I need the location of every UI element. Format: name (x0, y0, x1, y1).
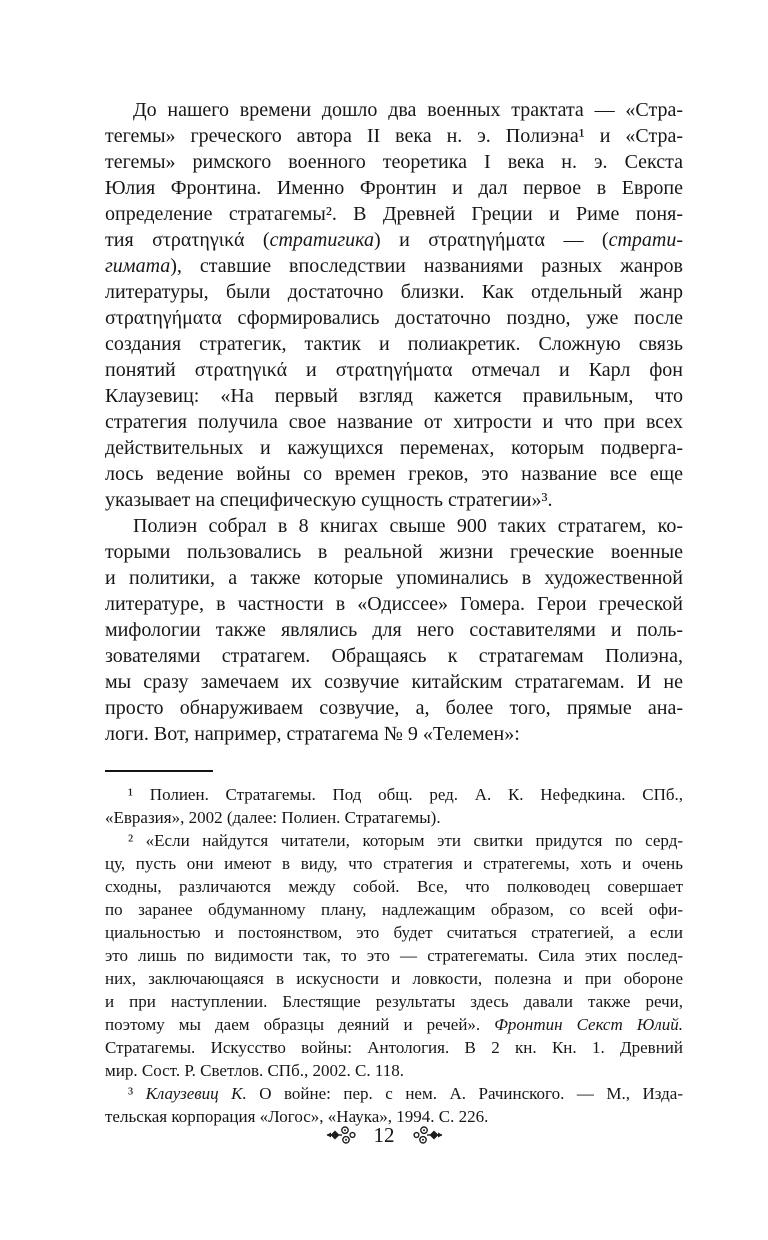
text-segment: литературы, были достаточно близки. Как отдельный жанр (105, 281, 683, 303)
text-line (105, 305, 683, 331)
text-line (105, 1059, 683, 1082)
text-segment: понятий στρατηγικά и στρατηγήματα отмечал и Карл фон (105, 359, 683, 381)
text-segment: тельская корпорация «Логос», «Наука», 1994. С. 226. (105, 1107, 489, 1126)
text-line (105, 149, 683, 175)
page-number: 12 (373, 1123, 395, 1147)
italic-text-segment: Фронтин Секст Юлий. (494, 1015, 683, 1034)
text-line (105, 565, 683, 591)
page-footer (0, 1120, 768, 1150)
fleuron-right-icon (412, 1124, 444, 1146)
text-segment: лось ведение войны со времен греков, это название все еще (105, 463, 683, 485)
text-segment: мифологии также являлись для него составителями и поль- (105, 619, 683, 641)
text-segment: ) и στρατηγήματα — ( (374, 229, 609, 251)
text-line (105, 253, 683, 279)
text-segment: ¹ Полиен. Стратагемы. Под общ. ред. А. К. Нефедкина. СПб., (128, 785, 683, 804)
body-text (105, 97, 683, 747)
text-line (105, 357, 683, 383)
paragraph (105, 97, 683, 513)
text-segment: сходны, различаются между собой. Все, что полководец совершает (105, 877, 683, 896)
text-segment: литературе, в частности в «Одиссее» Гомера. Герои греческой (105, 593, 683, 615)
text-segment: поэтому мы даем образцы деяний и речей». (105, 1015, 495, 1034)
text-segment: Стратагемы. Искусство войны: Антология. В 2 кн. Кн. 1. Древний (105, 1038, 683, 1057)
paragraph (105, 829, 683, 1082)
text-line (105, 783, 683, 806)
text-segment: До нашего времени дошло два военных трактата — «Стра- (133, 99, 683, 121)
text-line (105, 643, 683, 669)
text-segment: и при наступлении. Блестящие результаты здесь давали также речи, (105, 992, 683, 1011)
text-segment: ), ставшие впоследствии названиями разных жанров (170, 255, 683, 277)
text-line (105, 539, 683, 565)
text-segment: указывает на специфическую сущность стратегии»³. (105, 489, 553, 511)
text-line (105, 967, 683, 990)
text-segment: определение стратагемы². В Древней Греции и Риме поня- (105, 203, 683, 225)
text-line (105, 591, 683, 617)
text-line (105, 435, 683, 461)
text-line (105, 1013, 683, 1036)
text-line (105, 383, 683, 409)
italic-text-segment: стратигика (269, 229, 374, 251)
text-line (105, 695, 683, 721)
text-segment: мир. Сост. Р. Светлов. СПб., 2002. С. 118. (105, 1061, 404, 1080)
text-segment: торыми пользовались в реальной жизни греческие военные (105, 541, 683, 563)
text-line (105, 201, 683, 227)
text-segment: ² «Если найдутся читатели, которым эти свитки придутся по серд- (128, 831, 683, 850)
italic-text-segment: гимата (105, 255, 171, 277)
text-segment: это лишь по видимости так, то это — стратегематы. Сила этих послед- (105, 946, 683, 965)
text-line (105, 898, 683, 921)
text-segment: тегемы» греческого автора II века н. э. Полиэна¹ и «Стра- (105, 125, 683, 147)
text-line (105, 461, 683, 487)
text-segment: тегемы» римского военного теоретика I века н. э. Секста (105, 151, 683, 173)
text-line (105, 990, 683, 1013)
text-segment: зователями стратагем. Обращаясь к стратагемам Полиэна, (105, 645, 683, 667)
text-segment: них, заключающаяся в искусности и ловкости, полезна и при обороне (105, 969, 683, 988)
text-line (105, 852, 683, 875)
text-segment: Юлия Фронтина. Именно Фронтин и дал первое в Европе (105, 177, 683, 199)
text-line (105, 721, 683, 747)
footnote-separator (105, 770, 213, 772)
text-segment: Полиэн собрал в 8 книгах свыше 900 таких стратагем, ко- (133, 515, 683, 537)
text-line (105, 875, 683, 898)
text-line (105, 513, 683, 539)
text-line (105, 279, 683, 305)
text-segment: мы сразу замечаем их созвучие китайским стратагемам. И не (105, 671, 683, 693)
italic-text-segment: страти- (608, 229, 683, 251)
text-segment: и политики, а также которые упоминались в художественной (105, 567, 683, 589)
text-segment: «Евразия», 2002 (далее: Полиен. Стратагемы). (105, 808, 441, 827)
paragraph (105, 513, 683, 747)
text-line (105, 1036, 683, 1059)
text-segment: по заранее обдуманному плану, надлежащим образом, со всей офи- (105, 900, 683, 919)
text-line (105, 669, 683, 695)
text-line (105, 944, 683, 967)
text-line (105, 921, 683, 944)
text-segment: цу, пусть они имеют в виду, что стратегия и стратегемы, хоть и очень (105, 854, 683, 873)
text-segment: стратегия получила свое название от хитрости и что при всех (105, 411, 683, 433)
text-segment: Клаузевиц: «На первый взгляд кажется правильным, что (105, 385, 683, 407)
text-segment: циальностью и постоянством, это будет считаться стратегией, а если (105, 923, 683, 942)
text-line (105, 331, 683, 357)
text-line (105, 227, 683, 253)
text-segment: создания стратегик, тактик и полиакретик. Сложную связь (105, 333, 683, 355)
text-line (105, 123, 683, 149)
italic-text-segment: Клаузевиц К. (145, 1084, 247, 1103)
text-line (105, 617, 683, 643)
text-segment: просто обнаруживаем созвучие, а, более того, прямые ана- (105, 697, 683, 719)
text-line (105, 806, 683, 829)
text-line (105, 829, 683, 852)
text-segment: тия στρατηγικά ( (105, 229, 270, 251)
paragraph (105, 783, 683, 829)
text-segment: ³ (128, 1084, 146, 1103)
text-line (105, 175, 683, 201)
text-segment: στρατηγήματα сформировались достаточно поздно, уже после (105, 307, 683, 329)
text-segment: О войне: пер. с нем. А. Рачинского. — М., Изда- (246, 1084, 683, 1103)
text-line (105, 97, 683, 123)
fleuron-left-icon (325, 1124, 357, 1146)
text-line (105, 409, 683, 435)
footnotes-block (105, 783, 683, 1128)
text-segment: логи. Вот, например, стратагема № 9 «Телемен»: (105, 723, 520, 745)
text-line (105, 487, 683, 513)
text-line (105, 1082, 683, 1105)
text-segment: действительных и кажущихся переменах, которым подверга- (105, 437, 683, 459)
